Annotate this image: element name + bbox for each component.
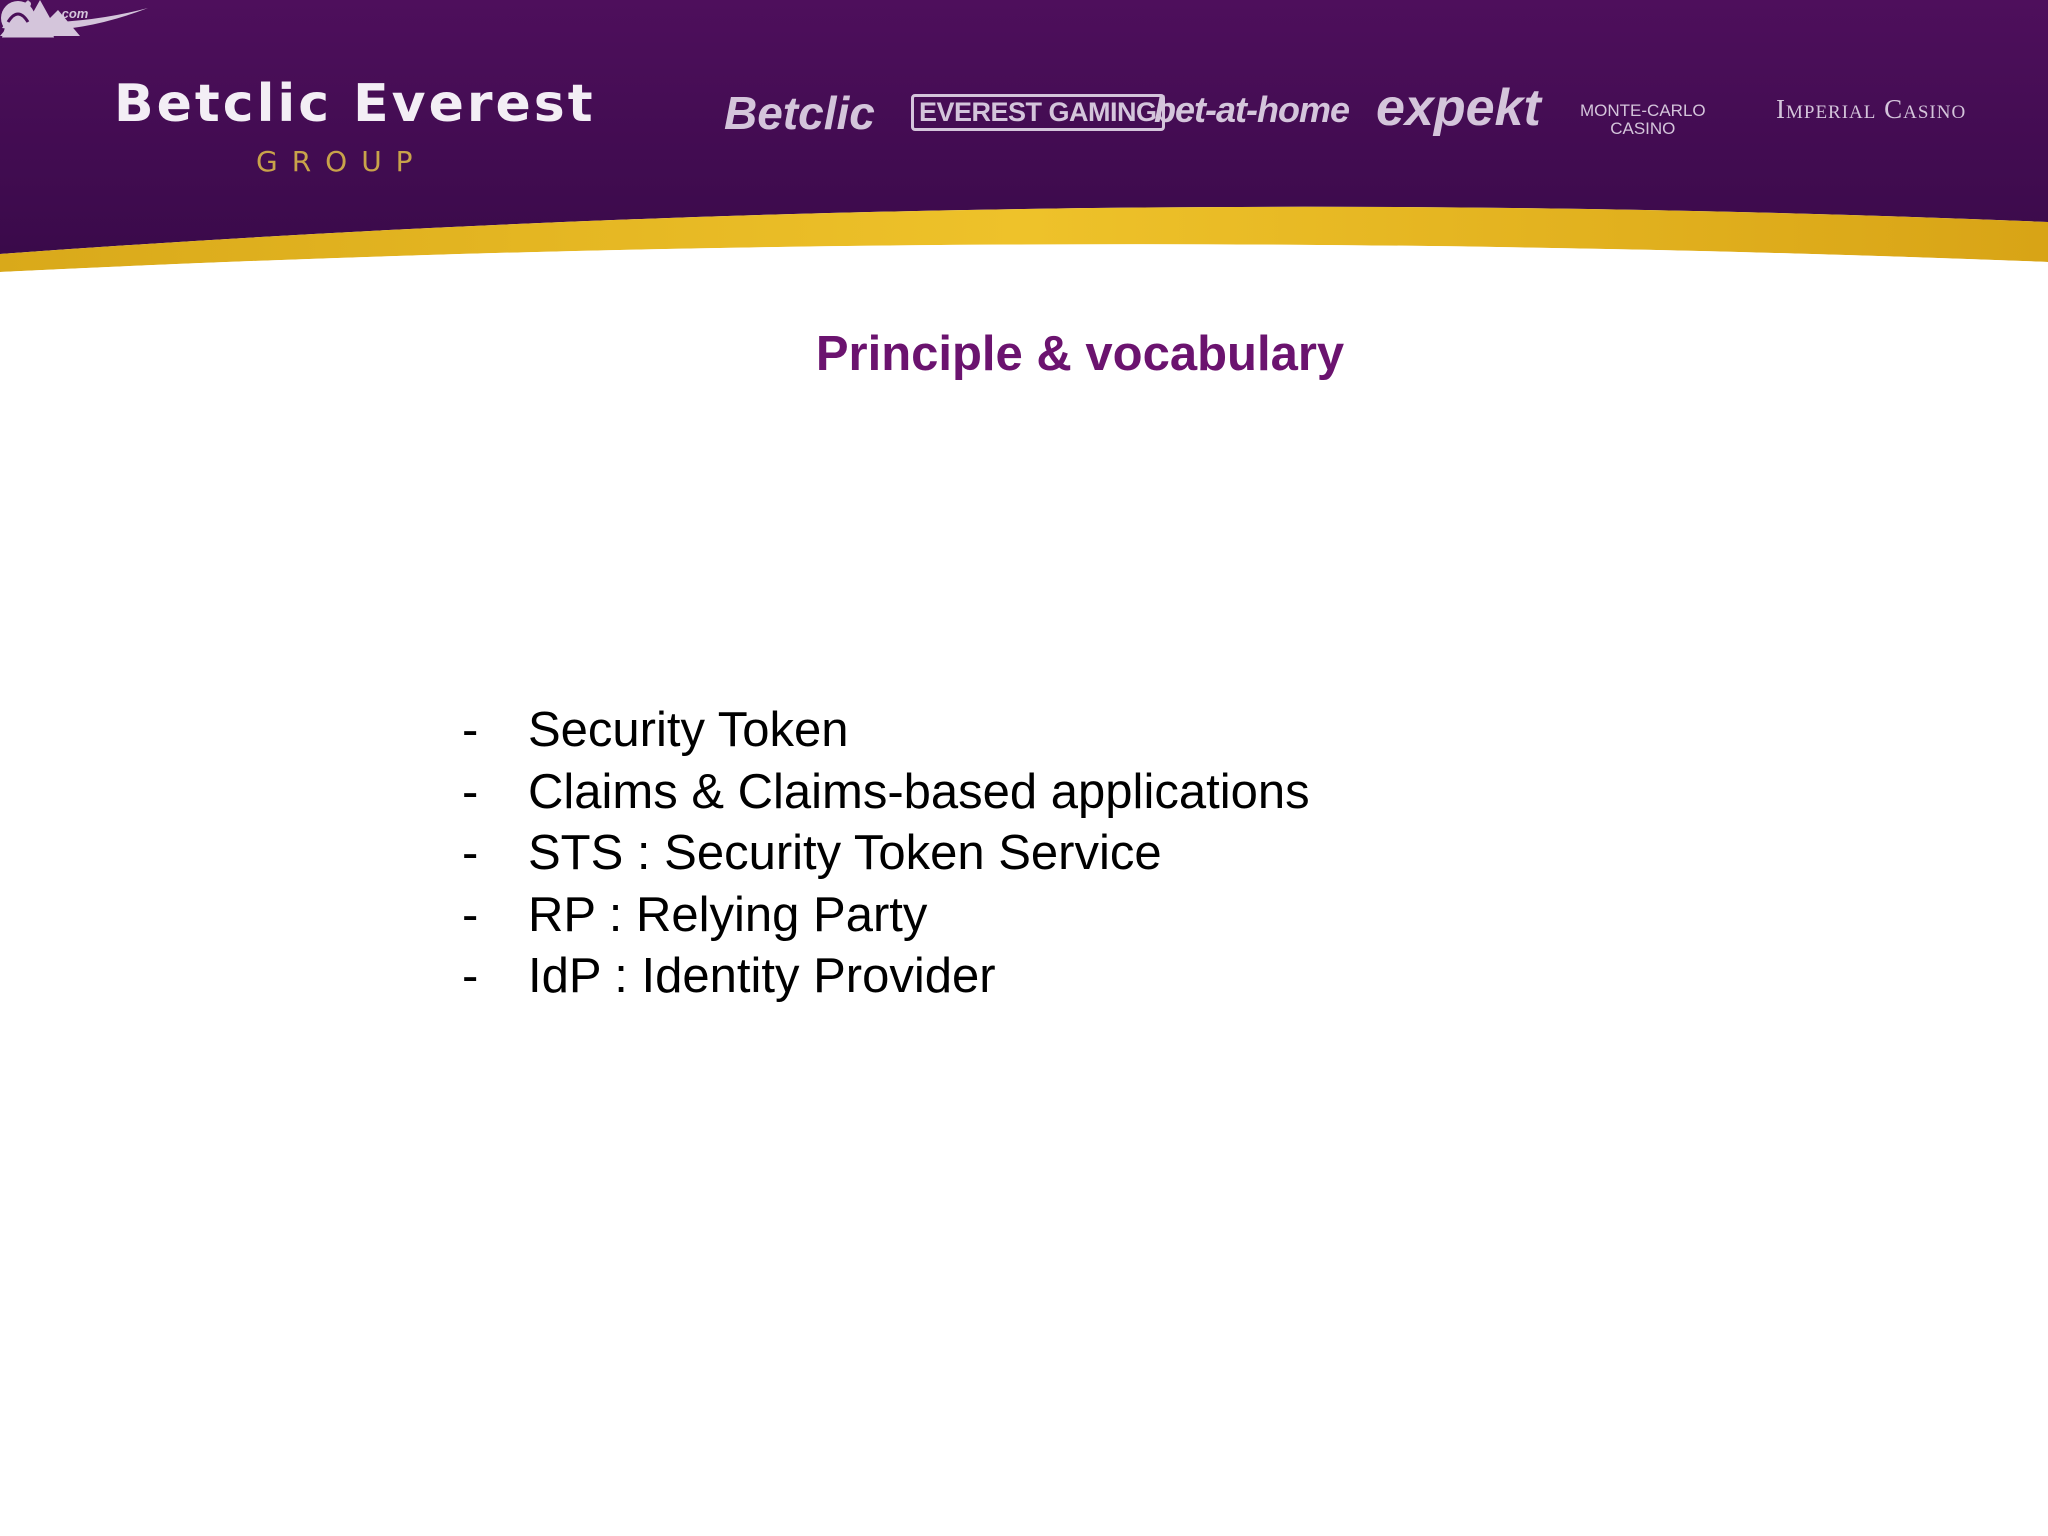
brand-logo-expekt: expekt xyxy=(1376,79,1541,137)
vocabulary-list xyxy=(462,700,1310,1008)
brand-logo-everest-gaming: EVEREST GAMING xyxy=(911,94,1165,131)
slide-header-banner xyxy=(0,0,2048,280)
bullet-marker: - xyxy=(462,703,479,757)
list-item-text: STS : Security Token Service xyxy=(528,826,1162,880)
list-item xyxy=(462,823,1310,885)
group-logo-subtitle: GROUP xyxy=(256,145,427,178)
list-item xyxy=(462,700,1310,762)
list-item xyxy=(462,762,1310,824)
list-item-text: Claims & Claims-based applications xyxy=(528,764,1310,819)
list-item-text: IdP : Identity Provider xyxy=(528,949,996,1003)
brand-logo-monte-carlo xyxy=(1580,102,1706,138)
group-logo-name: Betclic Everest xyxy=(114,74,596,134)
brand-logo-betclic: Betclic xyxy=(724,87,875,139)
monte-carlo-line1: MONTE-CARLO xyxy=(1580,101,1706,120)
brand-logo-bet-at-home: bet-at-home xyxy=(1154,89,1349,130)
brand-logo-imperial-casino: Imperial Casino xyxy=(1776,94,1967,124)
slide-title: Principle & vocabulary xyxy=(815,327,1345,381)
list-item-text: RP : Relying Party xyxy=(528,887,928,942)
list-item xyxy=(462,885,1310,947)
bet-at-home-domain-label: .com xyxy=(58,6,89,21)
bullet-marker: - xyxy=(462,764,479,819)
list-item-text: Security Token xyxy=(528,703,849,757)
list-item xyxy=(462,946,1310,1008)
bullet-marker: - xyxy=(462,887,479,942)
monte-carlo-line2: CASINO xyxy=(1610,118,1676,138)
betclic-everest-group-logo xyxy=(114,74,596,178)
bullet-marker: - xyxy=(462,949,479,1003)
imperial-emblem-icon xyxy=(0,0,36,36)
bullet-marker: - xyxy=(462,826,479,880)
